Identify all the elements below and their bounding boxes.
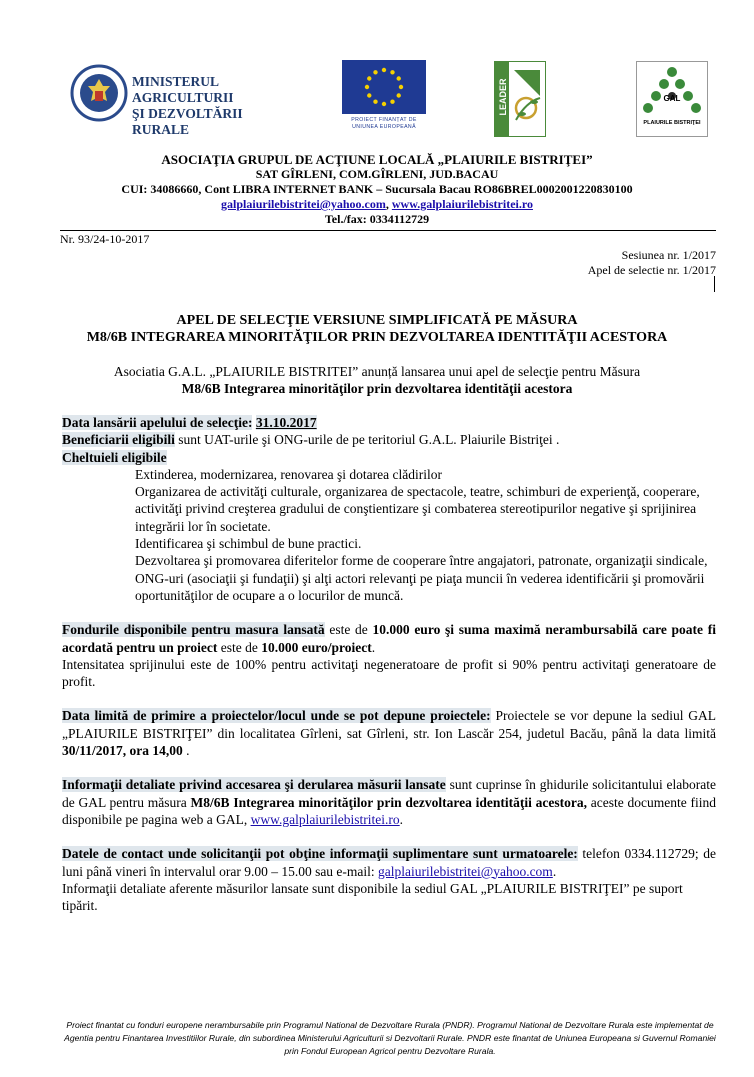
eu-caption-line1: PROIECT FINANȚAT DE: [351, 117, 417, 123]
contact-note: Informaţii detaliate aferente măsurilor lansate sunt disponibile la sediul GAL „PLAIURILE BISTRIŢEI” pe suport tipărit.: [62, 880, 683, 914]
romanian-government-seal-icon: [70, 64, 128, 122]
ministry-name-line1: MINISTERUL AGRICULTURII: [132, 74, 234, 105]
leader-emblem-icon: [510, 62, 544, 134]
limita-paragraph: Data limită de primire a proiectelor/locul unde se pot depune proiectele: Proiectele se vor depune la sediul GAL „PLAIURILE BISTRIŢEI” din localitatea Gîrleni, sat Gîrleni, str. Ion Lascăr 254, judetul Bacău, până la data limită 30/11/2017, ora 14,00 .: [62, 708, 717, 759]
leader-text: LEADER: [498, 78, 508, 116]
beneficiari-line: Beneficiarii eligibili sunt UAT-urile şi ONG-urile de pe teritoriul G.A.L. Plaiurile Bistriţei .: [62, 432, 560, 448]
org-name: ASOCIAŢIA GRUPUL DE ACŢIUNE LOCALĂ „PLAIURILE BISTRIŢEI”: [161, 152, 593, 167]
web-link[interactable]: www.galplaiurilebistritei.ro: [391, 197, 533, 211]
intensitate-paragraph: Intensitatea sprijinului este de 100% pentru activitaţi negeneratoare de profit si 90% pentru activitaţi generatoare de profit.: [62, 656, 716, 690]
ministry-logo: [70, 64, 300, 137]
fonduri-paragraph: Fondurile disponibile pentru masura lansată este de 10.000 euro şi suma maximă nerambursabilă care poate fi acordată pentru un proiect este de 10.000 euro/proiect.: [62, 622, 716, 655]
leader-logo: [494, 61, 546, 137]
list-item: Dezvoltarea şi promovarea diferitelor forme de cooperare între angajatori, patronate, organizaţii sindicale, ONG-uri (asociaţii şi fundaţii) şi alţi actori relevanţi pe piaţa muncii în vederea identificării şi promovării oportunităţilor de ocupare a o locurilor de muncă.: [135, 553, 708, 603]
body: [62, 414, 716, 914]
launch-date: 31.10.2017: [255, 415, 317, 430]
eu-stars-icon: [342, 60, 426, 114]
informatii-paragraph: Informaţii detaliate privind accesarea şi derularea măsurii lansate sunt cuprinse în ghidurile solicitantului elaborate de GAL pentru măsura M8/6B Integrarea minorităţilor prin dezvoltarea identităţii acestora, aceste documente fiind disponibile pe pagina web a GAL, www.galplaiurilebistritei.ro.: [62, 777, 716, 827]
launch-date-line: Data lansării apelului de selecţie: 31.10.2017: [62, 415, 317, 430]
cheltuieli-label: Cheltuieli eligibile: [62, 449, 167, 465]
list-item: Organizarea de activităţi culturale, organizarea de spectacole, teatre, schimburi de experienţă, cooperare, activităţi privind creşterea gradului de conştientizare şi combaterea stereotipurilor negative şi sprijinirea integrării lor în societate.: [135, 484, 700, 534]
email-link[interactable]: galplaiurilebistritei@yahoo.com: [221, 197, 386, 211]
eu-logo: [342, 60, 426, 132]
document-number: Nr. 93/24-10-2017: [60, 232, 150, 246]
gal-logo-line2: PLAIURILE BISTRIŢEI: [643, 120, 701, 126]
gal-logo: [636, 61, 708, 137]
eu-caption-line2: UNIUNEA EUROPEANĂ: [352, 124, 416, 130]
sesiunea: Sesiunea nr. 1/2017: [621, 248, 716, 262]
org-address: SAT GÎRLENI, COM.GÎRLENI, JUD.BACAU: [255, 167, 499, 181]
page-title: APEL DE SELECŢIE VERSIUNE SIMPLIFICATĂ PE MĂSURA M8/6B INTEGRAREA MINORITĂŢILOR PRIN DEZVOLTAREA IDENTITĂŢII ACESTORA: [86, 313, 668, 345]
gal-tree-icon: [637, 64, 707, 114]
contact-paragraph: Datele de contact unde solicitanţii pot obţine informaţii suplimentare sunt urmatoarele: telefon 0334.112729; de luni până vineri în intervalul orar 9.00 – 15.00 sau e-mail: galplaiurilebistritei@yahoo.com.: [62, 846, 716, 879]
cheltuieli-list: [135, 466, 711, 604]
header-divider: [60, 230, 716, 231]
intro: Asociatia G.A.L. „PLAIURILE BISTRITEI” anunță lansarea unui apel de selecţie pentru Măsura M8/6B Integrarea minorităţilor prin dezvoltarea identităţii acestora: [113, 364, 641, 396]
apel-nr: Apel de selectie nr. 1/2017: [587, 263, 716, 277]
org-cui: CUI: 34086660, Cont LIBRA INTERNET BANK – Sucursala Bacau RO86BREL0002001220830100: [121, 182, 633, 196]
ministry-name-line2: ŞI DEZVOLTĂRII RURALE: [132, 106, 243, 137]
list-item: Identificarea şi schimbul de bune practici.: [135, 536, 362, 552]
side-rule: [714, 276, 715, 292]
org-contact-links: galplaiurilebistritei@yahoo.com, www.galplaiurilebistritei.ro: [221, 197, 533, 211]
footer-note: Proiect finantat cu fonduri europene nerambursabile prin Programul National de Dezvoltare Rurala (PNDR). Programul National de Dezvoltare Rurala este implementat de Agentia pentru Finantarea Investitiilor Rurale, din subordinea Ministerului Agriculturii si Dezvoltarii Rurale. PNDR este finantat de Uniunea Europeana si Guvernul Romaniei prin Fondul European Agricol pentru Dezvoltare Rurala.: [64, 1020, 716, 1056]
email-link[interactable]: galplaiurilebistritei@yahoo.com: [378, 863, 553, 879]
web-link[interactable]: www.galplaiurilebistritei.ro: [250, 811, 400, 827]
letterhead: [60, 152, 694, 227]
org-tel: Tel./fax: 0334112729: [324, 212, 430, 226]
session-info: [588, 248, 716, 278]
gal-logo-line1: GAL: [663, 94, 681, 103]
list-item: Extinderea, modernizarea, renovarea şi dotarea clădirilor: [135, 466, 442, 482]
